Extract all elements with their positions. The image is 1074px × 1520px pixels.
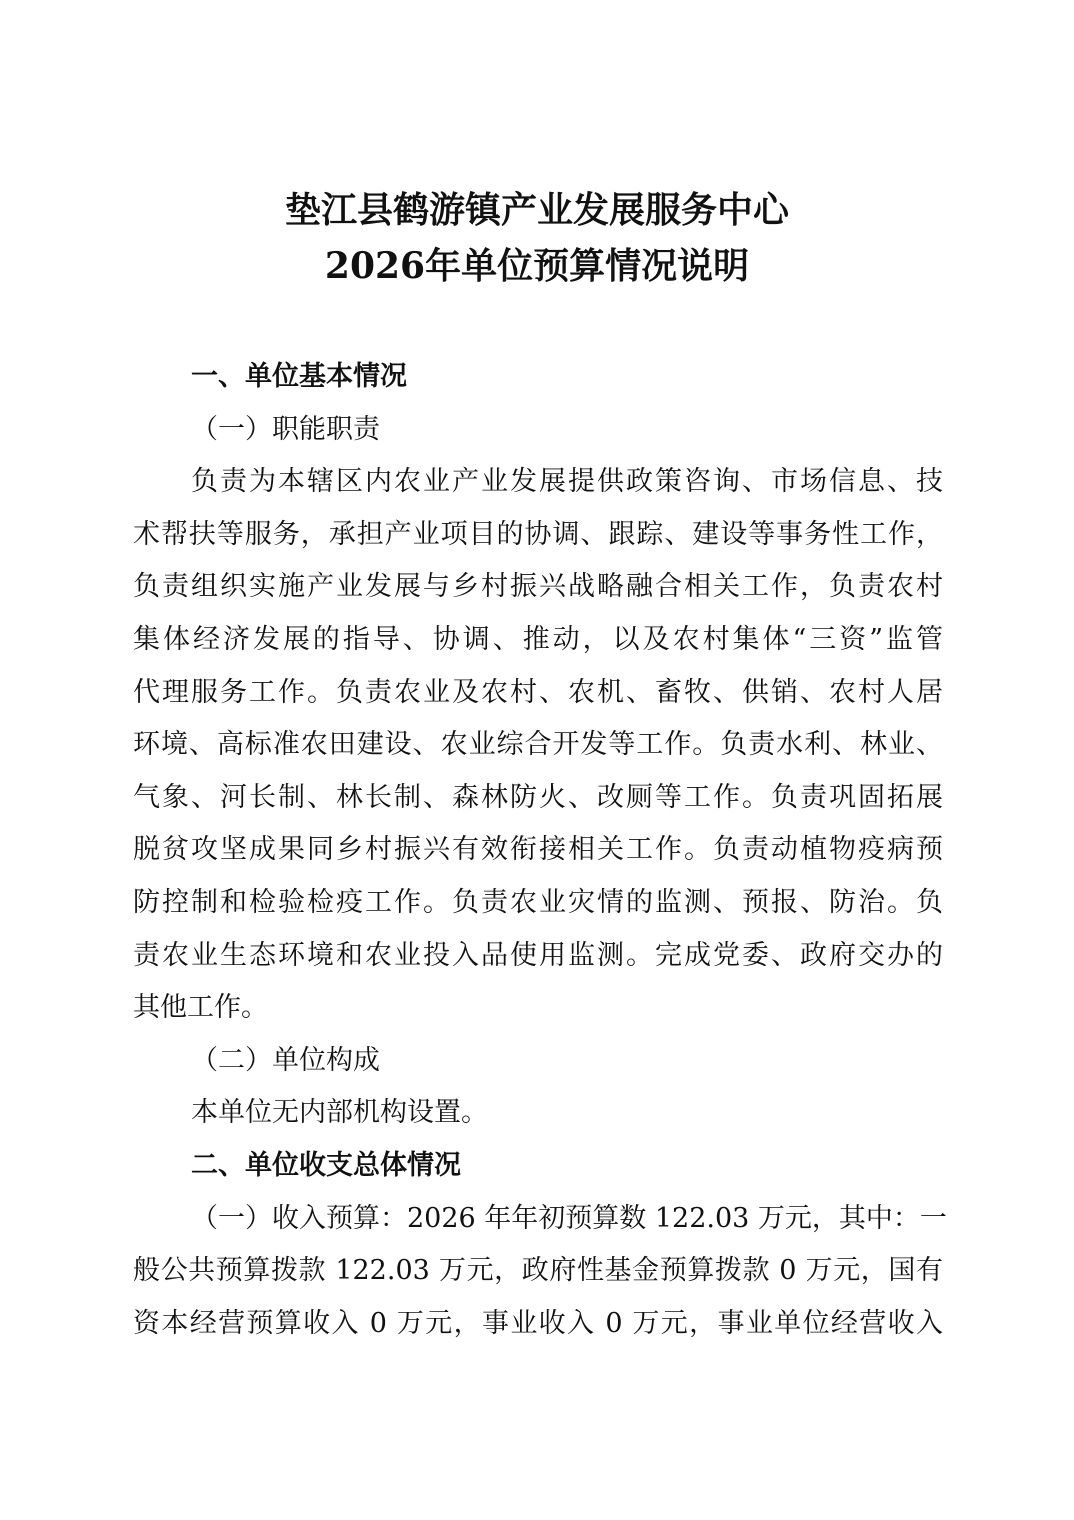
subheading-functions: （一）职能职责 [191, 413, 380, 445]
document-body [133, 351, 947, 1350]
title-line-2: 2026年单位预算情况说明 [324, 245, 750, 287]
paragraph-line: 本单位无内部机构设置。 [191, 1097, 488, 1129]
paragraph-line: 脱贫攻坚成果同乡村振兴有效衔接相关工作。负责动植物疫病预 [133, 834, 943, 866]
paragraph-line: 防控制和检验检疫工作。负责农业灾情的监测、预报、防治。负 [133, 886, 943, 918]
paragraph-line: 般公共预算拨款 122.03 万元，政府性基金预算拨款 0 万元，国有 [133, 1255, 943, 1287]
paragraph-line: 代理服务工作。负责农业及农村、农机、畜牧、供销、农村人居 [133, 676, 943, 708]
paragraph-line: （一）收入预算：2026 年年初预算数 122.03 万元，其中：一 [191, 1202, 947, 1234]
paragraph-line: 环境、高标准农田建设、农业综合开发等工作。负责水利、林业、 [133, 729, 943, 761]
paragraph-line: 负责为本辖区内农业产业发展提供政策咨询、市场信息、技 [191, 466, 943, 498]
document-title [0, 182, 1074, 294]
paragraph-line: 负责组织实施产业发展与乡村振兴战略融合相关工作，负责农村 [133, 571, 943, 603]
paragraph-line: 责农业生态环境和农业投入品使用监测。完成党委、政府交办的 [133, 939, 943, 971]
paragraph-line: 集体经济发展的指导、协调、推动，以及农村集体“三资”监管 [133, 623, 943, 655]
paragraph-line: 资本经营预算收入 0 万元，事业收入 0 万元，事业单位经营收入 [133, 1307, 943, 1339]
paragraph-line: 其他工作。 [133, 992, 268, 1024]
section-heading-1: 一、单位基本情况 [191, 361, 407, 392]
title-line-1: 垫江县鹤游镇产业发展服务中心 [284, 189, 789, 231]
subheading-composition: （二）单位构成 [191, 1044, 380, 1076]
section-heading-2: 二、单位收支总体情况 [191, 1149, 461, 1181]
paragraph-line: 气象、河长制、林长制、森林防火、改厕等工作。负责巩固拓展 [133, 781, 943, 813]
paragraph-line: 术帮扶等服务，承担产业项目的协调、跟踪、建设等事务性工作， [133, 518, 943, 550]
